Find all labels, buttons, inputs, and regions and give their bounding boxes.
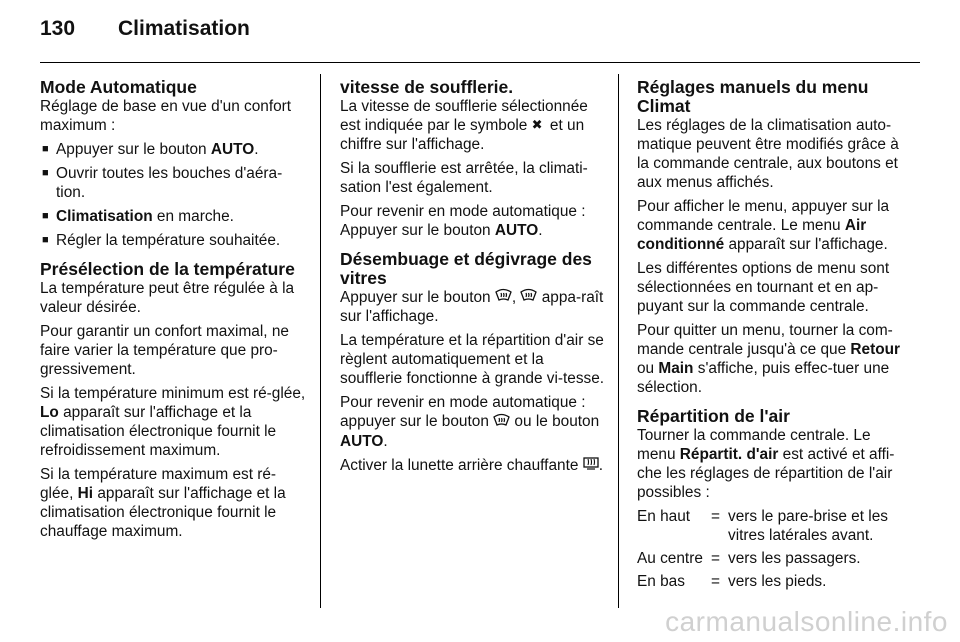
paragraph: Les réglages de la climatisation auto-matique peuvent être modifiés grâce à la commande centrale, aux boutons et aux menus affichés. (637, 117, 899, 191)
paragraph: Si la température minimum est ré-glée, Lo apparaît sur l'affichage et la climatisation électronique fournit le refroidissement maximum. (40, 385, 306, 459)
table-row: En haut = vers le pare-brise et les vitres latérales avant. (637, 508, 888, 544)
heading-preselection: Présélection de la température (40, 259, 295, 279)
paragraph: Pour revenir en mode automatique : appuyer sur le bouton ou le bouton AUTO. (340, 394, 600, 450)
table-row: Au centre = vers les passagers. (637, 550, 861, 567)
page-title: Climatisation (118, 17, 250, 40)
watermark: carmanualsonline.info (665, 606, 948, 637)
column-2 (340, 78, 605, 480)
paragraph: Pour revenir en mode automatique : Appuyer sur le bouton AUTO. (340, 203, 586, 239)
list-item: ■ Régler la température souhaitée. (40, 231, 308, 250)
paragraph: Réglage de base en vue d'un confort maximum : (40, 98, 292, 134)
page-number: 130 (40, 17, 76, 40)
heading-defrost: Désembuage et dégivrage des vitres (340, 249, 592, 288)
heading-fan-speed: vitesse de soufflerie. (340, 77, 514, 97)
page-header (40, 17, 250, 41)
windscreen-defrost-icon (520, 288, 537, 307)
paragraph: Les différentes options de menu sont sélectionnées en tournant et en ap-puyant sur la commande centrale. (637, 260, 890, 315)
distribution-table (637, 507, 905, 595)
table-row: En bas = vers les pieds. (637, 573, 827, 590)
list-item: ■ Climatisation en marche. (40, 207, 308, 226)
paragraph: Pour garantir un confort maximal, ne faire varier la température que pro-gressivement. (40, 323, 289, 378)
column-divider-2 (618, 74, 619, 608)
header-rule (40, 62, 920, 63)
paragraph: Appuyer sur le bouton , appa-raît sur l'affichage. (340, 289, 604, 326)
paragraph: Activer la lunette arrière chauffante . (340, 456, 603, 474)
column-3 (637, 78, 905, 595)
paragraph: La vitesse de soufflerie sélectionnée est indiquée par le symbole ✖ et un chiffre sur l'affichage. (340, 97, 605, 154)
heading-mode-automatique: Mode Automatique (40, 77, 197, 97)
rear-window-heater-icon (583, 456, 599, 475)
paragraph: Si la soufflerie est arrêtée, la climati-sation l'est également. (340, 160, 588, 196)
bullet-list (40, 140, 308, 250)
paragraph: La température peut être régulée à la valeur désirée. (40, 280, 295, 316)
heading-air-distribution: Répartition de l'air (637, 406, 790, 426)
paragraph: Tourner la commande centrale. Le menu Répartit. d'air est activé et affi-che les réglages de répartition de l'air possibles : (637, 427, 895, 501)
column-divider-1 (320, 74, 321, 608)
fan-icon (532, 117, 546, 131)
paragraph: Pour quitter un menu, tourner la com-mande centrale jusqu'à ce que Retour ou Main s'affiche, puis effec-tuer une sélection. (637, 322, 901, 396)
list-item: ■ Ouvrir toutes les bouches d'aéra-tion. (40, 164, 308, 202)
heading-manual-settings: Réglages manuels du menu Climat (637, 77, 869, 116)
paragraph: La température et la répartition d'air se règlent automatiquement et la soufflerie fonctionne à grande vi-tesse. (340, 332, 605, 388)
list-item: ■ Appuyer sur le bouton AUTO. (40, 140, 308, 159)
paragraph: Si la température maximum est ré-glée, Hi apparaît sur l'affichage et la climatisation électronique fournit le chauffage maximum. (40, 466, 286, 540)
paragraph: Pour afficher le menu, appuyer sur la commande centrale. Le menu Air conditionné apparaît sur l'affichage. (637, 198, 890, 253)
windscreen-defrost-icon (495, 288, 512, 307)
windscreen-defrost-icon (493, 413, 510, 432)
column-1 (40, 78, 308, 546)
